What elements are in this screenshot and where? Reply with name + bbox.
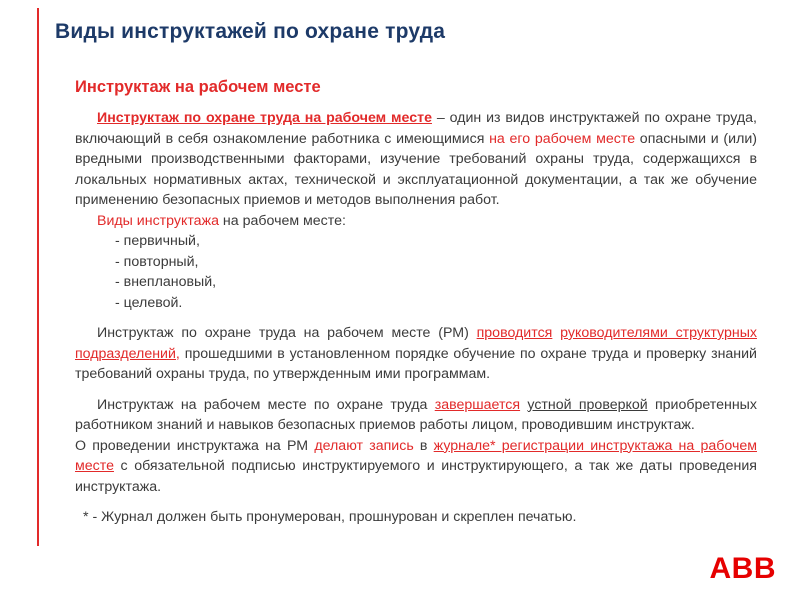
text-segment: с обязательной подписью инструктируемого и инструктирующего, а так же даты проведения инструктажа. [75, 458, 757, 495]
section-heading: Инструктаж на рабочем месте [75, 78, 321, 96]
text-segment: руководителями структурных подразделений, [75, 325, 757, 362]
paragraph [75, 108, 757, 211]
abb-logo: ABB [709, 552, 776, 585]
text-segment: завершается [434, 396, 521, 413]
text-segment: в [413, 437, 434, 454]
text-segment: – один из видов инструктажей по охране труда, включающий в себя ознакомление работника с имеющимися [75, 110, 757, 147]
text-segment: устной проверкой [527, 396, 648, 413]
footnote [75, 507, 757, 528]
text-segment: приобретенных работником знаний и навыков безопасных приемов работы лицом, проводившим инструктаж. [75, 396, 757, 433]
spacer [75, 385, 757, 395]
paragraph [75, 395, 757, 436]
text-segment: на рабочем месте: [218, 212, 346, 229]
spacer [75, 313, 757, 323]
text-segment: * - Журнал должен быть пронумерован, прошнурован и скреплен печатью. [83, 509, 577, 525]
text-segment: на его рабочем месте [489, 130, 636, 147]
text-segment: Инструктаж по охране труда на рабочем месте (РМ) [97, 325, 477, 341]
list-item: - первичный, [115, 233, 200, 249]
text-segment: проводится [476, 325, 553, 341]
paragraph [75, 211, 757, 232]
text-segment: журнале* регистрации инструктажа на рабочем месте [75, 437, 757, 474]
spacer [75, 497, 757, 507]
text-segment: делают запись [314, 437, 414, 454]
list-item: - внеплановый, [115, 274, 217, 290]
text-segment: опасными и (или) вредными производственными факторами, изучение требований охраны труда, содержащихся в локальных нормативных актах, технической и эксплуатационной документации, а так же обучение применению безопасных приемов и методов выполнения работ. [75, 130, 757, 208]
page-title: Виды инструктажей по охране труда [55, 20, 446, 43]
list-item: - целевой. [115, 294, 183, 311]
text-segment: О проведении инструктажа на РМ [75, 437, 315, 454]
text-segment: Виды инструктажа [97, 212, 219, 229]
left-accent-bar [37, 8, 39, 546]
body-content [75, 108, 757, 528]
paragraph [75, 323, 757, 385]
list-item: - повторный, [115, 253, 199, 270]
text-segment: Инструктаж на рабочем месте по охране труда [97, 396, 435, 413]
text-segment: Инструктаж по охране труда на рабочем месте [97, 110, 432, 126]
text-segment: прошедшими в установленном порядке обучение по охране труда и проверку знаний требований охраны труда, по утвержденным ими программам. [75, 345, 757, 382]
text-segment [552, 325, 560, 341]
paragraph [75, 436, 757, 498]
